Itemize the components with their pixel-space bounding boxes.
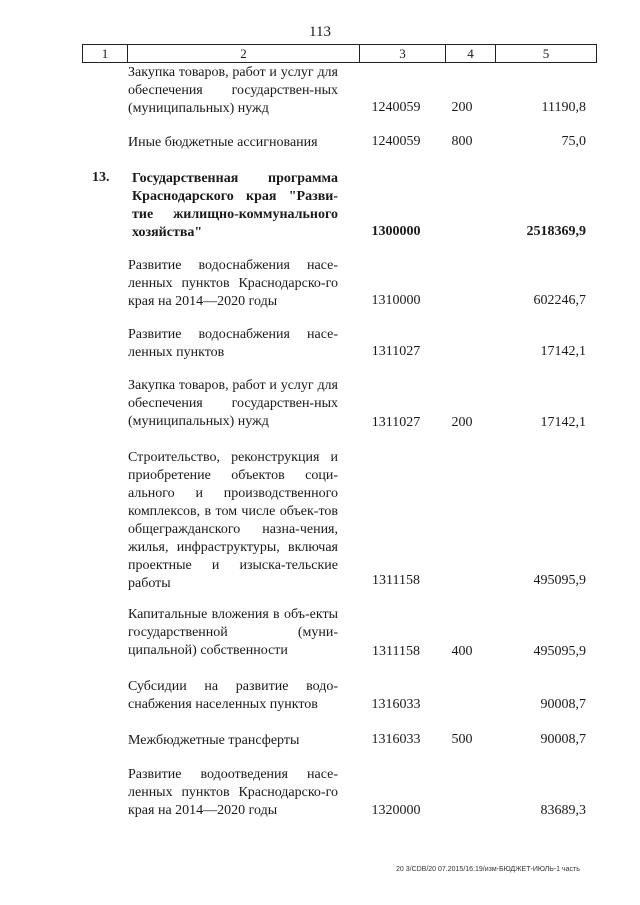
row-name: Государственная программа Краснодарского края "Разви-тие жилищно-коммунального хозяйства" <box>132 171 338 240</box>
row-code: 1316033 <box>371 697 421 712</box>
row-amount: 2518369,9 <box>526 224 586 239</box>
header-col-5: 5 <box>495 45 596 62</box>
row-rs: 800 <box>451 134 473 149</box>
row-number: 13. <box>92 170 110 185</box>
row-amount: 17142,1 <box>540 344 586 359</box>
row-name: Межбюджетные трансферты <box>128 733 300 748</box>
row-code: 1311158 <box>372 573 420 588</box>
row-code: 1240059 <box>371 100 421 115</box>
row-code: 1300000 <box>371 224 421 239</box>
document-footer: 20 3/CDB/20 07.2015/16:19/изм-БЮДЖЕТ-ИЮЛЬ-1 часть <box>396 866 580 873</box>
row-amount: 602246,7 <box>533 293 586 308</box>
row-rs: 200 <box>451 100 473 115</box>
row-code: 1240059 <box>371 134 421 149</box>
row-rs: 400 <box>451 644 473 659</box>
row-name: Строительство, реконструкция и приобретение объектов соци-ального и производственного комплексов, в том числе объек-тов общегражданского назна-чения, жилья, инфраструктуры, включая проектные и изыска-тельские работы <box>128 450 338 591</box>
row-amount: 90008,7 <box>540 732 586 747</box>
row-name: Иные бюджетные ассигнования <box>128 135 318 150</box>
row-name: Закупка товаров, работ и услуг для обеспечения государствен-ных (муниципальных) нужд <box>128 378 338 429</box>
row-amount: 17142,1 <box>540 415 586 430</box>
row-code: 1311027 <box>371 415 421 430</box>
row-name: Развитие водоснабжения насе-ленных пунктов <box>128 327 338 360</box>
row-code: 1316033 <box>371 732 421 747</box>
row-name: Субсидии на развитие водо-снабжения населенных пунктов <box>128 679 338 712</box>
row-name: Развитие водоотведения насе-ленных пунктов Краснодарско-го края на 2014—2020 годы <box>128 767 338 818</box>
row-name: Развитие водоснабжения насе-ленных пунктов Краснодарско-го края на 2014—2020 годы <box>128 258 338 309</box>
row-rs: 500 <box>451 732 473 747</box>
row-amount: 83689,3 <box>540 803 586 818</box>
table-header <box>82 44 597 63</box>
row-amount: 11190,8 <box>541 100 586 115</box>
row-code: 1311027 <box>371 344 421 359</box>
row-rs: 200 <box>451 415 473 430</box>
header-col-2: 2 <box>127 45 359 62</box>
row-name: Капитальные вложения в объ-екты государственной (муни-ципальной) собственности <box>128 607 338 658</box>
row-amount: 495095,9 <box>533 644 586 659</box>
header-col-1: 1 <box>101 46 109 61</box>
row-name: Закупка товаров, работ и услуг для обеспечения государствен-ных (муниципальных) нужд <box>128 65 338 116</box>
row-code: 1320000 <box>371 803 421 818</box>
header-col-4: 4 <box>445 45 495 62</box>
row-amount: 495095,9 <box>533 573 586 588</box>
header-col-3: 3 <box>359 45 445 62</box>
row-amount: 75,0 <box>561 134 586 149</box>
row-code: 1310000 <box>371 293 421 308</box>
page-number: 113 <box>309 24 331 40</box>
row-amount: 90008,7 <box>540 697 586 712</box>
row-code: 1311158 <box>372 644 420 659</box>
